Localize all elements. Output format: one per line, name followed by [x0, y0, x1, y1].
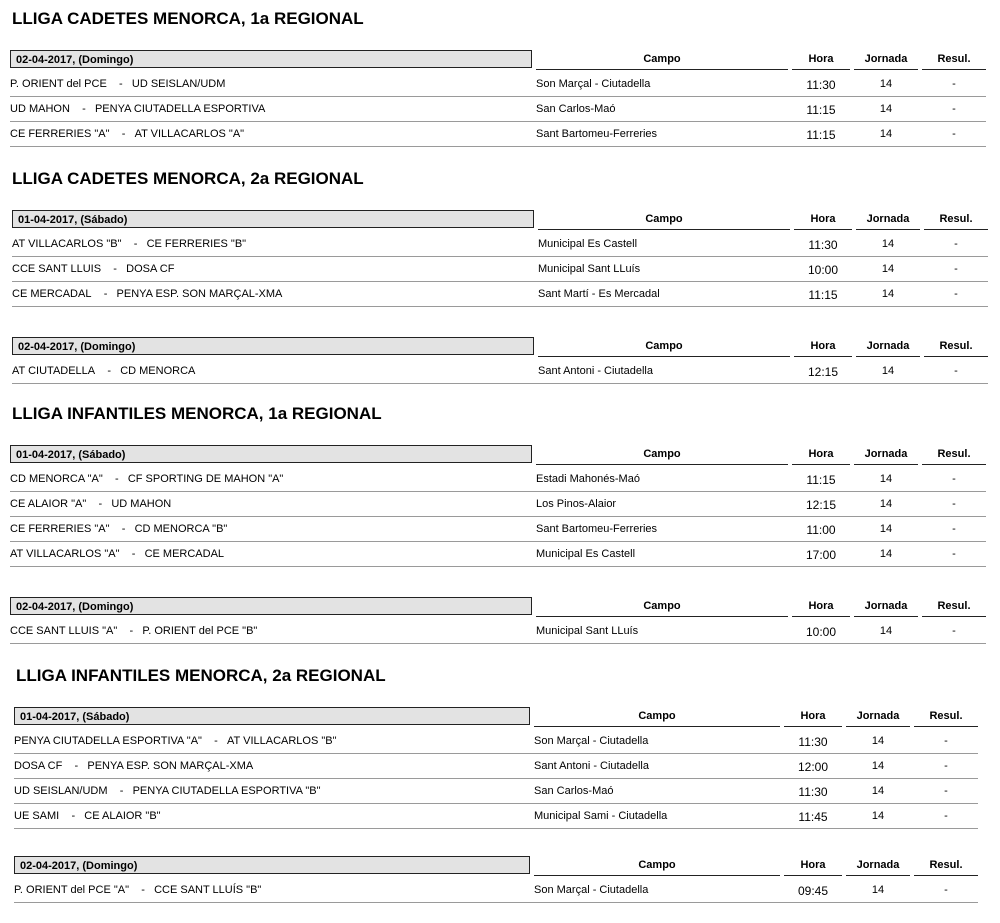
match-teams: AT VILLACARLOS "B" - CE FERRERIES "B": [12, 238, 247, 250]
jornada-cell: 14: [871, 884, 885, 896]
home-team: UD SEISLAN/UDM: [14, 785, 108, 797]
schedule-block: [12, 210, 988, 307]
jornada-header: Jornada: [846, 707, 910, 727]
match-row: [10, 72, 986, 97]
resul-cell: -: [952, 103, 956, 115]
resul-header: Resul.: [922, 597, 986, 617]
away-team: CF SPORTING DE MAHON "A": [127, 473, 284, 485]
match-teams: AT VILLACARLOS "A" - CE MERCADAL: [10, 548, 225, 560]
hora-cell: 11:15: [806, 103, 836, 117]
campo-header: Campo: [536, 50, 788, 70]
date-label: 01-04-2017, (Sábado): [12, 210, 534, 228]
resul-cell: -: [944, 810, 948, 822]
resul-cell: -: [952, 473, 956, 485]
match-teams: UD MAHON - PENYA CIUTADELLA ESPORTIVA: [10, 103, 266, 115]
campo-cell: Son Marçal - Ciutadella: [534, 884, 649, 896]
league-title: LLIGA INFANTILES MENORCA, 1a REGIONAL: [12, 404, 382, 423]
campo-cell: San Carlos-Maó: [536, 103, 616, 115]
match-row: [12, 282, 988, 307]
campo-header: Campo: [538, 337, 790, 357]
campo-cell: San Carlos-Maó: [534, 785, 614, 797]
match-teams: P. ORIENT del PCE - UD SEISLAN/UDM: [10, 78, 226, 90]
campo-cell: Sant Bartomeu-Ferreries: [536, 523, 658, 535]
match-row: [10, 517, 986, 542]
hora-cell: 11:30: [798, 785, 828, 799]
match-row: [10, 467, 986, 492]
resul-cell: -: [944, 785, 948, 797]
match-teams: CE FERRERIES "A" - CD MENORCA "B": [10, 523, 228, 535]
campo-cell: Sant Bartomeu-Ferreries: [536, 128, 658, 140]
away-team: CE MERCADAL: [144, 548, 225, 560]
home-team: AT VILLACARLOS "A": [10, 548, 120, 560]
home-team: P. ORIENT del PCE: [10, 78, 107, 90]
date-label: 01-04-2017, (Sábado): [10, 445, 532, 463]
campo-cell: Municipal Sami - Ciutadella: [534, 810, 668, 822]
jornada-cell: 14: [881, 288, 895, 300]
away-team: CD MENORCA: [120, 365, 196, 377]
match-row: [10, 542, 986, 567]
home-team: CE FERRERIES "A": [10, 128, 110, 140]
jornada-cell: 14: [879, 625, 893, 637]
home-team: CD MENORCA "A": [10, 473, 103, 485]
campo-cell: Municipal Sant LLuís: [536, 625, 639, 637]
away-team: PENYA CIUTADELLA ESPORTIVA: [94, 103, 266, 115]
match-teams: PENYA CIUTADELLA ESPORTIVA "A" - AT VILLACARLOS "B": [14, 735, 337, 747]
jornada-cell: 14: [879, 473, 893, 485]
jornada-header: Jornada: [854, 50, 918, 70]
jornada-cell: 14: [879, 523, 893, 535]
hora-header: Hora: [784, 707, 842, 727]
resul-header: Resul.: [914, 856, 978, 876]
match-teams: P. ORIENT del PCE "A" - CCE SANT LLUÍS "B": [14, 884, 262, 896]
away-team: AT VILLACARLOS "A": [134, 128, 245, 140]
resul-cell: -: [952, 78, 956, 90]
campo-header: Campo: [536, 597, 788, 617]
schedule-header: [12, 210, 988, 232]
home-team: AT CIUTADELLA: [12, 365, 96, 377]
schedule-block: [10, 597, 986, 644]
hora-cell: 11:45: [798, 810, 828, 824]
hora-cell: 11:15: [806, 473, 836, 487]
hora-cell: 12:15: [807, 365, 839, 379]
match-teams: DOSA CF - PENYA ESP. SON MARÇAL-XMA: [14, 760, 254, 772]
resul-header: Resul.: [924, 337, 988, 357]
jornada-header: Jornada: [856, 210, 920, 230]
hora-header: Hora: [792, 50, 850, 70]
home-team: DOSA CF: [14, 760, 63, 772]
date-label: 02-04-2017, (Domingo): [14, 856, 530, 874]
hora-cell: 11:15: [806, 128, 836, 142]
match-row: [14, 729, 978, 754]
hora-cell: 11:15: [808, 288, 838, 302]
match-teams: CE FERRERIES "A" - AT VILLACARLOS "A": [10, 128, 245, 140]
jornada-cell: 14: [871, 735, 885, 747]
hora-cell: 12:15: [805, 498, 837, 512]
jornada-header: Jornada: [856, 337, 920, 357]
match-row: [14, 804, 978, 829]
resul-cell: -: [954, 238, 958, 250]
schedule-header: [14, 707, 978, 729]
jornada-cell: 14: [871, 785, 885, 797]
away-team: PENYA ESP. SON MARÇAL-XMA: [116, 288, 283, 300]
hora-header: Hora: [784, 856, 842, 876]
home-team: CCE SANT LLUIS "A": [10, 625, 118, 637]
resul-cell: -: [952, 625, 956, 637]
resul-header: Resul.: [922, 50, 986, 70]
jornada-cell: 14: [881, 238, 895, 250]
resul-cell: -: [952, 128, 956, 140]
league-title: LLIGA CADETES MENORCA, 1a REGIONAL: [12, 9, 364, 28]
date-label: 02-04-2017, (Domingo): [10, 597, 532, 615]
hora-header: Hora: [792, 597, 850, 617]
jornada-header: Jornada: [846, 856, 910, 876]
resul-cell: -: [952, 548, 956, 560]
hora-cell: 11:00: [806, 523, 836, 537]
hora-cell: 11:30: [808, 238, 838, 252]
away-team: AT VILLACARLOS "B": [227, 735, 337, 747]
hora-cell: 10:00: [807, 263, 839, 277]
match-row: [10, 97, 986, 122]
match-row: [14, 779, 978, 804]
hora-cell: 11:30: [798, 735, 828, 749]
match-row: [10, 122, 986, 147]
date-label: 02-04-2017, (Domingo): [10, 50, 532, 68]
resul-cell: -: [944, 884, 948, 896]
schedule-header: [10, 597, 986, 619]
home-team: CCE SANT LLUIS: [12, 263, 102, 275]
away-team: CCE SANT LLUÍS "B": [154, 884, 262, 896]
date-label: 02-04-2017, (Domingo): [12, 337, 534, 355]
match-teams: CE MERCADAL - PENYA ESP. SON MARÇAL-XMA: [12, 288, 283, 300]
match-teams: UD SEISLAN/UDM - PENYA CIUTADELLA ESPORTIVA "B": [14, 785, 321, 797]
match-teams: AT CIUTADELLA - CD MENORCA: [12, 365, 196, 377]
away-team: DOSA CF: [126, 263, 175, 275]
resul-header: Resul.: [922, 445, 986, 465]
jornada-cell: 14: [881, 263, 895, 275]
resul-cell: -: [954, 288, 958, 300]
hora-cell: 09:45: [797, 884, 829, 898]
resul-cell: -: [954, 263, 958, 275]
campo-cell: Son Marçal - Ciutadella: [534, 735, 649, 747]
campo-cell: Municipal Es Castell: [536, 548, 636, 560]
home-team: PENYA CIUTADELLA ESPORTIVA "A": [14, 735, 202, 747]
match-teams: CCE SANT LLUIS "A" - P. ORIENT del PCE "B": [10, 625, 258, 637]
jornada-cell: 14: [879, 548, 893, 560]
jornada-cell: 14: [879, 78, 893, 90]
schedule-block: [14, 707, 978, 829]
jornada-cell: 14: [871, 760, 885, 772]
match-row: [12, 232, 988, 257]
campo-cell: Sant Antoni - Ciutadella: [534, 760, 649, 772]
jornada-header: Jornada: [854, 445, 918, 465]
home-team: P. ORIENT del PCE "A": [14, 884, 130, 896]
jornada-cell: 14: [871, 810, 885, 822]
campo-cell: Sant Antoni - Ciutadella: [538, 365, 653, 377]
hora-cell: 17:00: [805, 548, 837, 562]
campo-cell: Municipal Es Castell: [538, 238, 638, 250]
away-team: P. ORIENT del PCE "B": [142, 625, 258, 637]
match-teams: UE SAMI - CE ALAIOR "B": [14, 810, 161, 822]
match-row: [12, 359, 988, 384]
home-team: CE ALAIOR "A": [10, 498, 87, 510]
campo-header: Campo: [534, 707, 780, 727]
resul-cell: -: [954, 365, 958, 377]
date-label: 01-04-2017, (Sábado): [14, 707, 530, 725]
match-teams: CE ALAIOR "A" - UD MAHON: [10, 498, 172, 510]
schedule-block: [10, 445, 986, 567]
match-row: [10, 492, 986, 517]
schedule-block: [10, 50, 986, 147]
match-row: [10, 619, 986, 644]
home-team: UD MAHON: [10, 103, 70, 115]
jornada-header: Jornada: [854, 597, 918, 617]
match-teams: CCE SANT LLUIS - DOSA CF: [12, 263, 175, 275]
hora-cell: 11:30: [806, 78, 836, 92]
campo-cell: Municipal Sant LLuís: [538, 263, 641, 275]
schedule-block: [14, 856, 978, 903]
schedule-block: [12, 337, 988, 384]
resul-cell: -: [952, 498, 956, 510]
schedule-header: [10, 445, 986, 467]
hora-header: Hora: [794, 210, 852, 230]
match-row: [14, 878, 978, 903]
away-team: PENYA CIUTADELLA ESPORTIVA "B": [132, 785, 321, 797]
resul-cell: -: [952, 523, 956, 535]
hora-cell: 12:00: [797, 760, 829, 774]
resul-header: Resul.: [914, 707, 978, 727]
resul-cell: -: [944, 760, 948, 772]
hora-cell: 10:00: [805, 625, 837, 639]
schedule-header: [10, 50, 986, 72]
campo-cell: Sant Martí - Es Mercadal: [538, 288, 660, 300]
away-team: CD MENORCA "B": [134, 523, 228, 535]
jornada-cell: 14: [881, 365, 895, 377]
away-team: UD SEISLAN/UDM: [131, 78, 226, 90]
away-team: PENYA ESP. SON MARÇAL-XMA: [87, 760, 254, 772]
away-team: CE ALAIOR "B": [84, 810, 161, 822]
league-title: LLIGA INFANTILES MENORCA, 2a REGIONAL: [16, 666, 386, 685]
match-teams: CD MENORCA "A" - CF SPORTING DE MAHON "A": [10, 473, 284, 485]
home-team: CE MERCADAL: [12, 288, 92, 300]
away-team: CE FERRERIES "B": [146, 238, 247, 250]
schedule-header: [14, 856, 978, 878]
resul-header: Resul.: [924, 210, 988, 230]
resul-cell: -: [944, 735, 948, 747]
match-row: [12, 257, 988, 282]
campo-header: Campo: [534, 856, 780, 876]
campo-header: Campo: [538, 210, 790, 230]
home-team: CE FERRERIES "A": [10, 523, 110, 535]
campo-cell: Son Marçal - Ciutadella: [536, 78, 651, 90]
jornada-cell: 14: [879, 128, 893, 140]
jornada-cell: 14: [879, 103, 893, 115]
match-row: [14, 754, 978, 779]
schedule-header: [12, 337, 988, 359]
campo-header: Campo: [536, 445, 788, 465]
jornada-cell: 14: [879, 498, 893, 510]
away-team: UD MAHON: [111, 498, 172, 510]
home-team: UE SAMI: [14, 810, 60, 822]
home-team: AT VILLACARLOS "B": [12, 238, 122, 250]
campo-cell: Los Pinos-Alaior: [536, 498, 617, 510]
league-title: LLIGA CADETES MENORCA, 2a REGIONAL: [12, 169, 364, 188]
hora-header: Hora: [794, 337, 852, 357]
campo-cell: Estadi Mahonés-Maó: [536, 473, 640, 485]
hora-header: Hora: [792, 445, 850, 465]
